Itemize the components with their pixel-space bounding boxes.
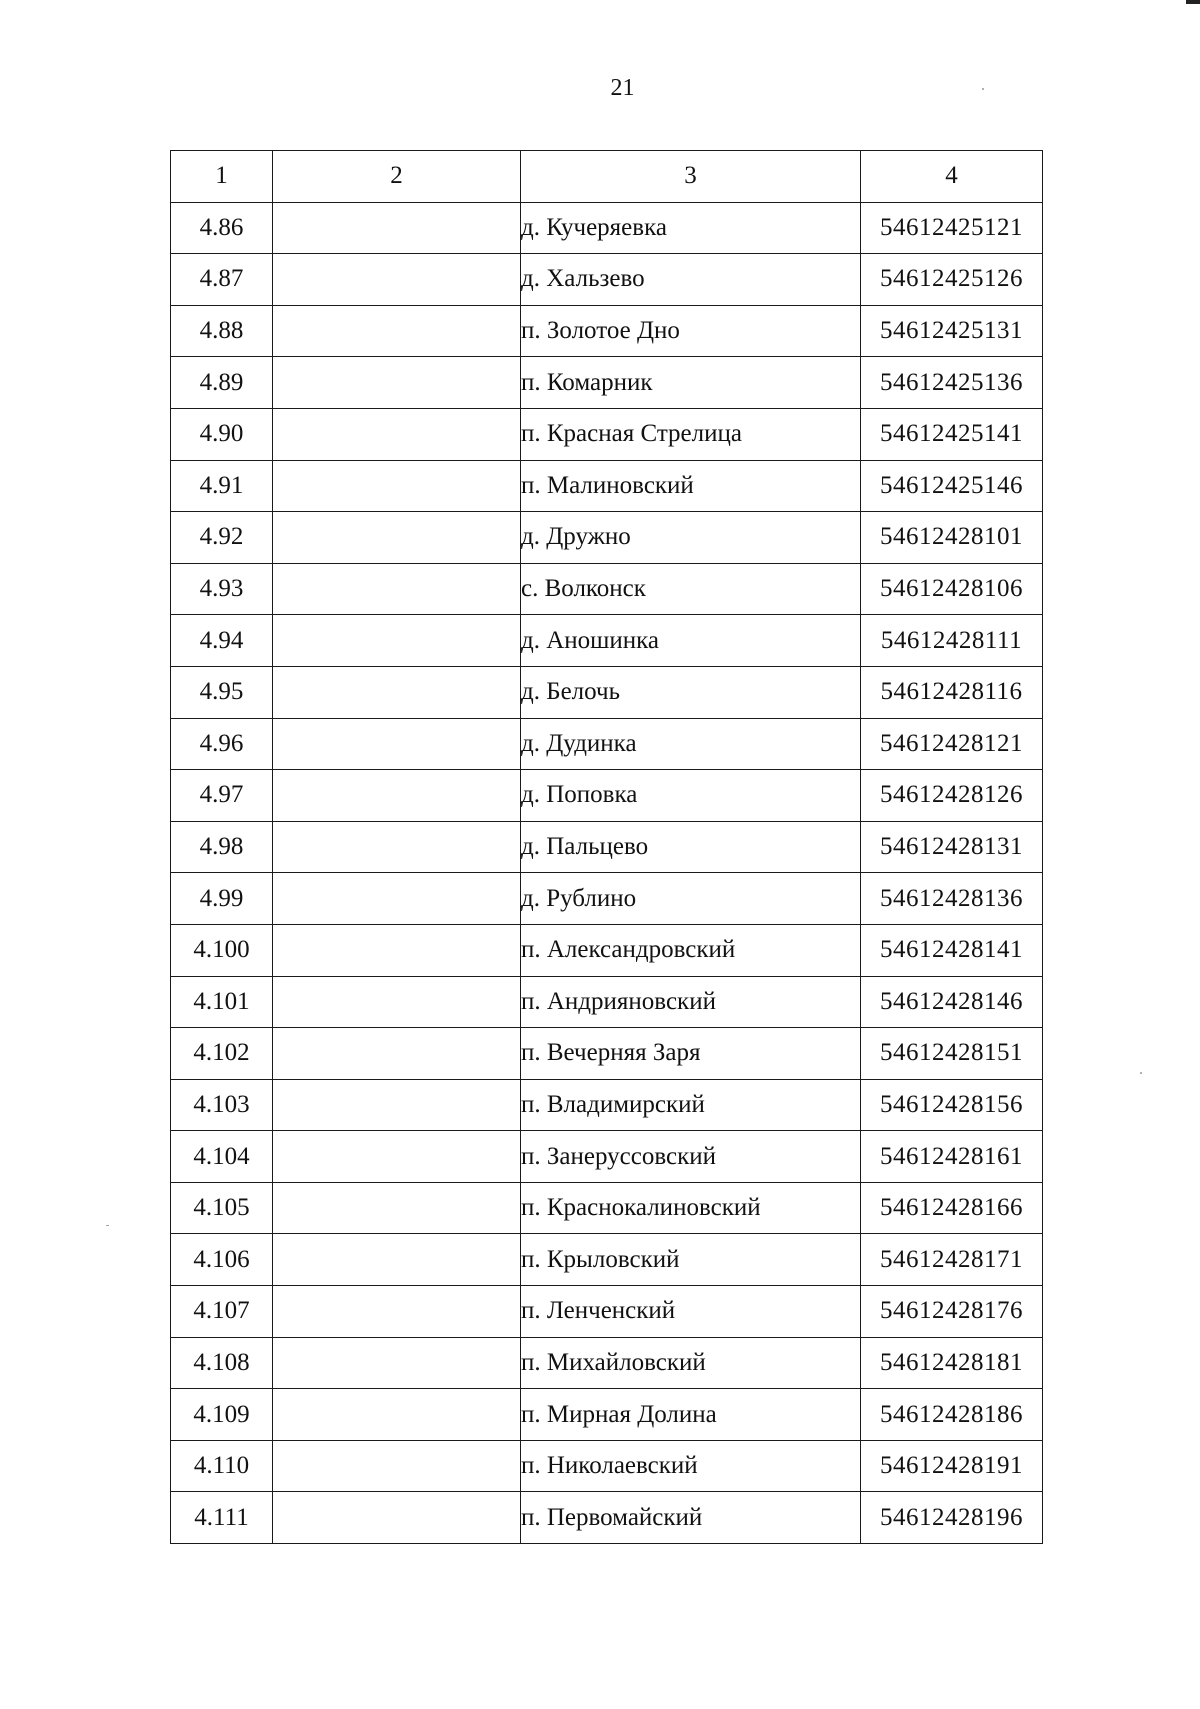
- settlement-name-cell: п. Крыловский: [521, 1234, 861, 1286]
- row-number-cell: 4.94: [171, 615, 273, 667]
- settlement-name-cell: д. Хальзево: [521, 254, 861, 306]
- settlement-name-cell: п. Первомайский: [521, 1492, 861, 1544]
- row-number-cell: 4.104: [171, 1131, 273, 1183]
- row-number-cell: 4.108: [171, 1337, 273, 1389]
- settlement-name-cell: п. Золотое Дно: [521, 305, 861, 357]
- oktmo-code-cell: 54612428156: [861, 1079, 1043, 1131]
- table-header-row: [171, 151, 1043, 203]
- table-row: [171, 924, 1043, 976]
- table-row: [171, 1337, 1043, 1389]
- row-number-cell: 4.88: [171, 305, 273, 357]
- row-number-cell: 4.89: [171, 357, 273, 409]
- oktmo-code-cell: 54612428141: [861, 924, 1043, 976]
- table-row: [171, 254, 1043, 306]
- table-row: [171, 1182, 1043, 1234]
- oktmo-code-cell: 54612425146: [861, 460, 1043, 512]
- oktmo-code-cell: 54612428196: [861, 1492, 1043, 1544]
- column-2-cell: [273, 1286, 521, 1338]
- row-number-cell: 4.91: [171, 460, 273, 512]
- row-number-cell: 4.105: [171, 1182, 273, 1234]
- settlement-name-cell: д. Рублино: [521, 873, 861, 925]
- row-number-cell: 4.96: [171, 718, 273, 770]
- row-number-cell: 4.87: [171, 254, 273, 306]
- table-row: [171, 615, 1043, 667]
- column-2-cell: [273, 254, 521, 306]
- table-row: [171, 512, 1043, 564]
- column-2-cell: [273, 1337, 521, 1389]
- table-row: [171, 666, 1043, 718]
- oktmo-code-cell: 54612428186: [861, 1389, 1043, 1441]
- oktmo-code-cell: 54612428131: [861, 821, 1043, 873]
- column-2-cell: [273, 357, 521, 409]
- settlement-name-cell: п. Красная Стрелица: [521, 408, 861, 460]
- column-2-cell: [273, 512, 521, 564]
- oktmo-code-cell: 54612428161: [861, 1131, 1043, 1183]
- table-row: [171, 1286, 1043, 1338]
- settlement-name-cell: п. Ленченский: [521, 1286, 861, 1338]
- row-number-cell: 4.95: [171, 666, 273, 718]
- settlement-name-cell: п. Михайловский: [521, 1337, 861, 1389]
- oktmo-code-cell: 54612428126: [861, 770, 1043, 822]
- row-number-cell: 4.93: [171, 563, 273, 615]
- column-2-cell: [273, 615, 521, 667]
- row-number-cell: 4.111: [171, 1492, 273, 1544]
- column-2-cell: [273, 1440, 521, 1492]
- table-row: [171, 1131, 1043, 1183]
- oktmo-code-cell: 54612428181: [861, 1337, 1043, 1389]
- column-2-cell: [273, 563, 521, 615]
- oktmo-code-cell: 54612425136: [861, 357, 1043, 409]
- oktmo-code-cell: 54612428146: [861, 976, 1043, 1028]
- oktmo-code-cell: 54612428111: [861, 615, 1043, 667]
- row-number-cell: 4.109: [171, 1389, 273, 1441]
- table-row: [171, 821, 1043, 873]
- column-2-cell: [273, 1234, 521, 1286]
- scan-corner-mark: [1186, 0, 1200, 4]
- column-2-cell: [273, 305, 521, 357]
- table-row: [171, 718, 1043, 770]
- column-header-1: 1: [171, 151, 273, 203]
- oktmo-code-cell: 54612428191: [861, 1440, 1043, 1492]
- oktmo-code-cell: 54612428171: [861, 1234, 1043, 1286]
- settlement-name-cell: д. Кучеряевка: [521, 202, 861, 254]
- oktmo-code-cell: 54612428121: [861, 718, 1043, 770]
- oktmo-code-cell: 54612425126: [861, 254, 1043, 306]
- column-2-cell: [273, 976, 521, 1028]
- settlement-name-cell: д. Поповка: [521, 770, 861, 822]
- row-number-cell: 4.97: [171, 770, 273, 822]
- settlement-name-cell: п. Вечерняя Заря: [521, 1028, 861, 1080]
- settlement-name-cell: д. Аношинка: [521, 615, 861, 667]
- column-header-4: 4: [861, 151, 1043, 203]
- oktmo-code-cell: 54612425131: [861, 305, 1043, 357]
- settlement-name-cell: п. Владимирский: [521, 1079, 861, 1131]
- row-number-cell: 4.110: [171, 1440, 273, 1492]
- settlements-table: [170, 150, 1043, 1544]
- row-number-cell: 4.90: [171, 408, 273, 460]
- column-2-cell: [273, 460, 521, 512]
- table-row: [171, 1234, 1043, 1286]
- table-row: [171, 976, 1043, 1028]
- column-2-cell: [273, 873, 521, 925]
- column-2-cell: [273, 924, 521, 976]
- settlement-name-cell: д. Белочь: [521, 666, 861, 718]
- settlement-name-cell: д. Пальцево: [521, 821, 861, 873]
- oktmo-code-cell: 54612425141: [861, 408, 1043, 460]
- row-number-cell: 4.100: [171, 924, 273, 976]
- oktmo-code-cell: 54612428166: [861, 1182, 1043, 1234]
- column-header-2: 2: [273, 151, 521, 203]
- row-number-cell: 4.99: [171, 873, 273, 925]
- table-row: [171, 1028, 1043, 1080]
- column-2-cell: [273, 821, 521, 873]
- settlement-name-cell: п. Александровский: [521, 924, 861, 976]
- table-row: [171, 460, 1043, 512]
- column-2-cell: [273, 718, 521, 770]
- oktmo-code-cell: 54612428176: [861, 1286, 1043, 1338]
- column-2-cell: [273, 1492, 521, 1544]
- scan-speck: [106, 1225, 109, 1226]
- table-row: [171, 1389, 1043, 1441]
- table-row: [171, 202, 1043, 254]
- row-number-cell: 4.103: [171, 1079, 273, 1131]
- oktmo-code-cell: 54612428116: [861, 666, 1043, 718]
- column-2-cell: [273, 408, 521, 460]
- settlement-name-cell: п. Николаевский: [521, 1440, 861, 1492]
- table-row: [171, 770, 1043, 822]
- table-row: [171, 1079, 1043, 1131]
- column-2-cell: [273, 1028, 521, 1080]
- table-row: [171, 1492, 1043, 1544]
- column-2-cell: [273, 666, 521, 718]
- settlement-name-cell: п. Комарник: [521, 357, 861, 409]
- oktmo-code-cell: 54612428136: [861, 873, 1043, 925]
- table-row: [171, 563, 1043, 615]
- settlement-name-cell: с. Волконск: [521, 563, 861, 615]
- row-number-cell: 4.101: [171, 976, 273, 1028]
- column-2-cell: [273, 1389, 521, 1441]
- column-2-cell: [273, 1131, 521, 1183]
- column-header-3: 3: [521, 151, 861, 203]
- table-row: [171, 357, 1043, 409]
- oktmo-code-cell: 54612425121: [861, 202, 1043, 254]
- table-row: [171, 873, 1043, 925]
- table-row: [171, 408, 1043, 460]
- oktmo-code-cell: 54612428151: [861, 1028, 1043, 1080]
- column-2-cell: [273, 770, 521, 822]
- column-2-cell: [273, 1079, 521, 1131]
- scan-speck: [1140, 1072, 1142, 1074]
- settlement-name-cell: п. Занеруссовский: [521, 1131, 861, 1183]
- row-number-cell: 4.107: [171, 1286, 273, 1338]
- oktmo-code-cell: 54612428106: [861, 563, 1043, 615]
- row-number-cell: 4.102: [171, 1028, 273, 1080]
- settlement-name-cell: п. Мирная Долина: [521, 1389, 861, 1441]
- page-number: 21: [610, 75, 635, 101]
- oktmo-code-cell: 54612428101: [861, 512, 1043, 564]
- row-number-cell: 4.86: [171, 202, 273, 254]
- column-2-cell: [273, 1182, 521, 1234]
- row-number-cell: 4.92: [171, 512, 273, 564]
- column-2-cell: [273, 202, 521, 254]
- settlement-name-cell: п. Краснокалиновский: [521, 1182, 861, 1234]
- settlement-name-cell: д. Дружно: [521, 512, 861, 564]
- table-row: [171, 1440, 1043, 1492]
- table-row: [171, 305, 1043, 357]
- settlement-name-cell: д. Дудинка: [521, 718, 861, 770]
- settlement-name-cell: п. Андрияновский: [521, 976, 861, 1028]
- row-number-cell: 4.106: [171, 1234, 273, 1286]
- settlement-name-cell: п. Малиновский: [521, 460, 861, 512]
- row-number-cell: 4.98: [171, 821, 273, 873]
